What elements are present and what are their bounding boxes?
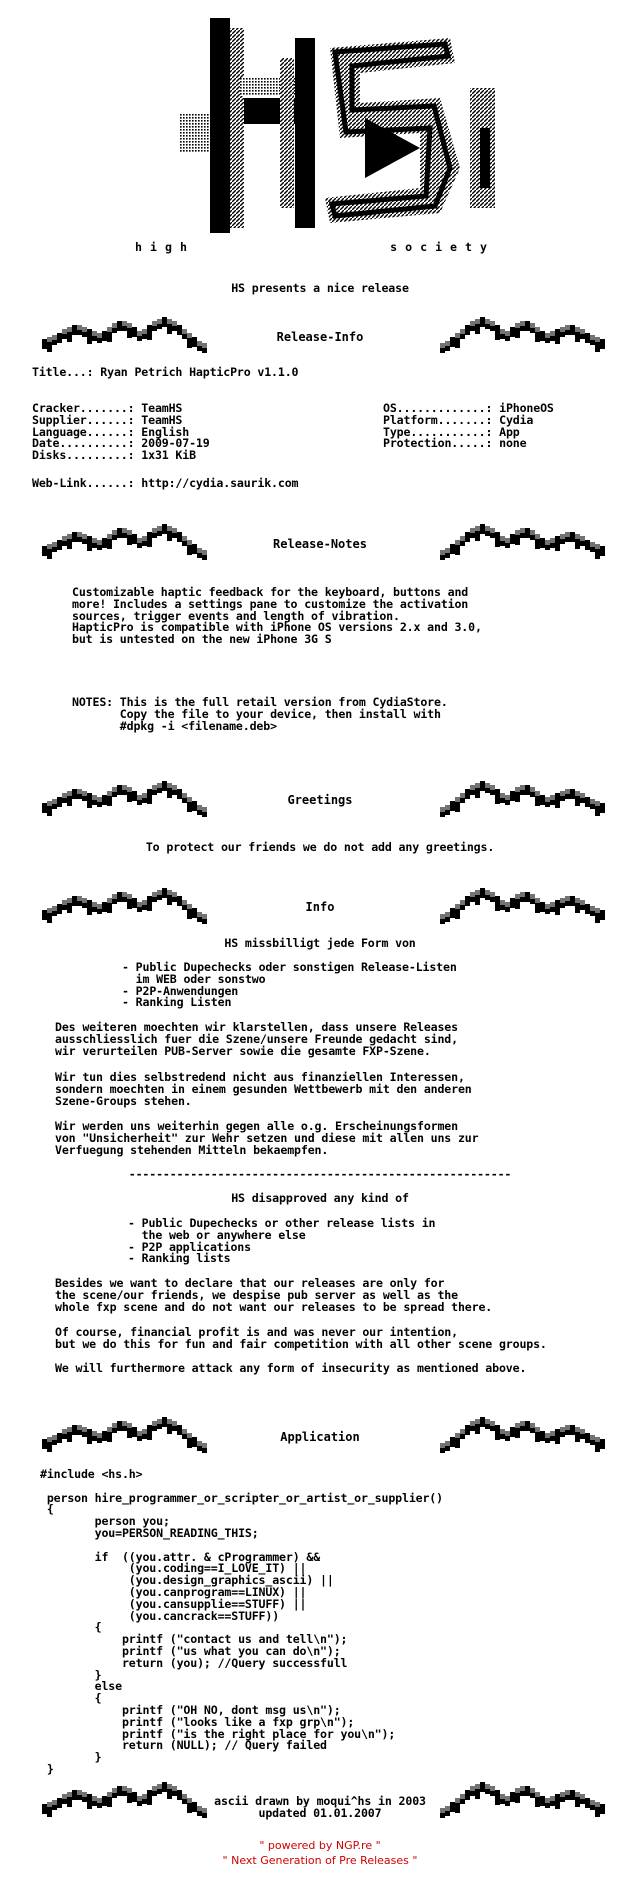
- greetings-text: To protect our friends we do not add any greetings.: [145, 840, 495, 854]
- section-title-release-info: Release-Info: [276, 330, 364, 344]
- info-de-paragraph-3: Wir werden uns weiterhin gegen alle o.g. Erscheinungsformen von "Unsicherheit" zur Wehr setzen und diese mit allen uns zur Verfuegung stehenden Mitteln bekaempfen.: [55, 1119, 479, 1157]
- info-de-paragraph-1: Des weiteren moechten wir klarstellen, dass unsere Releases ausschliesslich fuer die Szene/unsere Freunde gedacht sind, wir verurteilen PUB-Server sowie die gesamte FXP-Szene.: [55, 1020, 458, 1058]
- credit-line-1: ascii drawn by moqui^hs in 2003: [214, 1794, 426, 1808]
- info-en-paragraph-2: Of course, financial profit is and was never our intention, but we do this for fun and fair competition with all other scene groups.: [55, 1325, 547, 1351]
- notes-extra: NOTES: This is the full retail version from CydiaStore. Copy the file to your device, then install with #dpkg -i <filename.deb>: [72, 695, 448, 733]
- hs-logo: [120, 18, 520, 263]
- footer-line-1: " powered by NGP.re ": [259, 1839, 381, 1852]
- notes-text: Customizable haptic feedback for the keyboard, buttons and more! Includes a settings pane to customize the activation sources, trigger events and length of vibration. HapticPro is compatible with iPhone OS versions 2.x and 3.0, but is untested on the new iPhone 3G S: [72, 585, 482, 647]
- info-de-title: HS missbilligt jede Form von: [224, 936, 416, 950]
- info-left-block: Cracker.......: TeamHS Supplier......: TeamHS Language......: English Date..........: 2009-07-19 Disks.........: 1x31 KiB: [32, 401, 210, 463]
- logo-tagline: [135, 240, 495, 254]
- separator-line: --------------------------------------------------------: [128, 1167, 512, 1181]
- section-title-release-notes: Release-Notes: [273, 537, 367, 551]
- section-title-greetings: Greetings: [287, 793, 353, 807]
- code-block: #include <hs.h> person hire_programmer_or_scripter_or_artist_or_supplier() { person you; you=PERSON_READING_THIS; if ((you.attr. & cProgrammer) && (you.coding==I_LOVE_IT) || (you.design_graphics_ascii) || (you.canprogram==LINUX) || (you.cansupplie==STUFF) || (you.cancrack==STUFF)) { printf ("contact us and tell\n"); printf ("us what you can do\n"); return (you); //Query successfull } else { printf ("OH NO, dont msg us\n"); printf ("looks like a fxp grp\n"); printf ("is the right place for you\n"); return (NULL); // Query failed } }: [40, 1467, 443, 1776]
- info-de-list: - Public Dupechecks oder sonstigen Release-Listen im WEB oder sonstwo - P2P-Anwendungen - Ranking Listen: [122, 960, 457, 1010]
- info-de-paragraph-2: Wir tun dies selbstredend nicht aus finanziellen Interessen, sondern moechten in einem gesunden Wettbewerb mit den anderen Szene-Groups stehen.: [55, 1070, 472, 1108]
- info-en-paragraph-3: We will furthermore attack any form of insecurity as mentioned above.: [55, 1361, 527, 1375]
- weblink-line: Web-Link......: http://cydia.saurik.com: [32, 476, 299, 490]
- info-en-paragraph-1: Besides we want to declare that our releases are only for the scene/our friends, we despise pub server as well as the whole fxp scene and do not want our releases to be spread there.: [55, 1276, 493, 1314]
- info-en-list: - Public Dupechecks or other release lists in the web or anywhere else - P2P applications - Ranking lists: [128, 1216, 436, 1266]
- intro-line: HS presents a nice release: [231, 281, 409, 295]
- credit-line-2: updated 01.01.2007: [258, 1806, 382, 1820]
- tagline-high: high: [135, 240, 195, 254]
- section-title-info: Info: [305, 900, 335, 914]
- section-title-application: Application: [280, 1430, 360, 1444]
- tagline-society: society: [390, 240, 495, 254]
- title-line: Title...: Ryan Petrich HapticPro v1.1.0: [32, 365, 299, 379]
- info-right-block: OS.............: iPhoneOS Platform.......: Cydia Type...........: App Protection.....: none: [383, 401, 554, 451]
- info-en-title: HS disapproved any kind of: [231, 1191, 409, 1205]
- footer-line-2: " Next Generation of Pre Releases ": [222, 1854, 418, 1867]
